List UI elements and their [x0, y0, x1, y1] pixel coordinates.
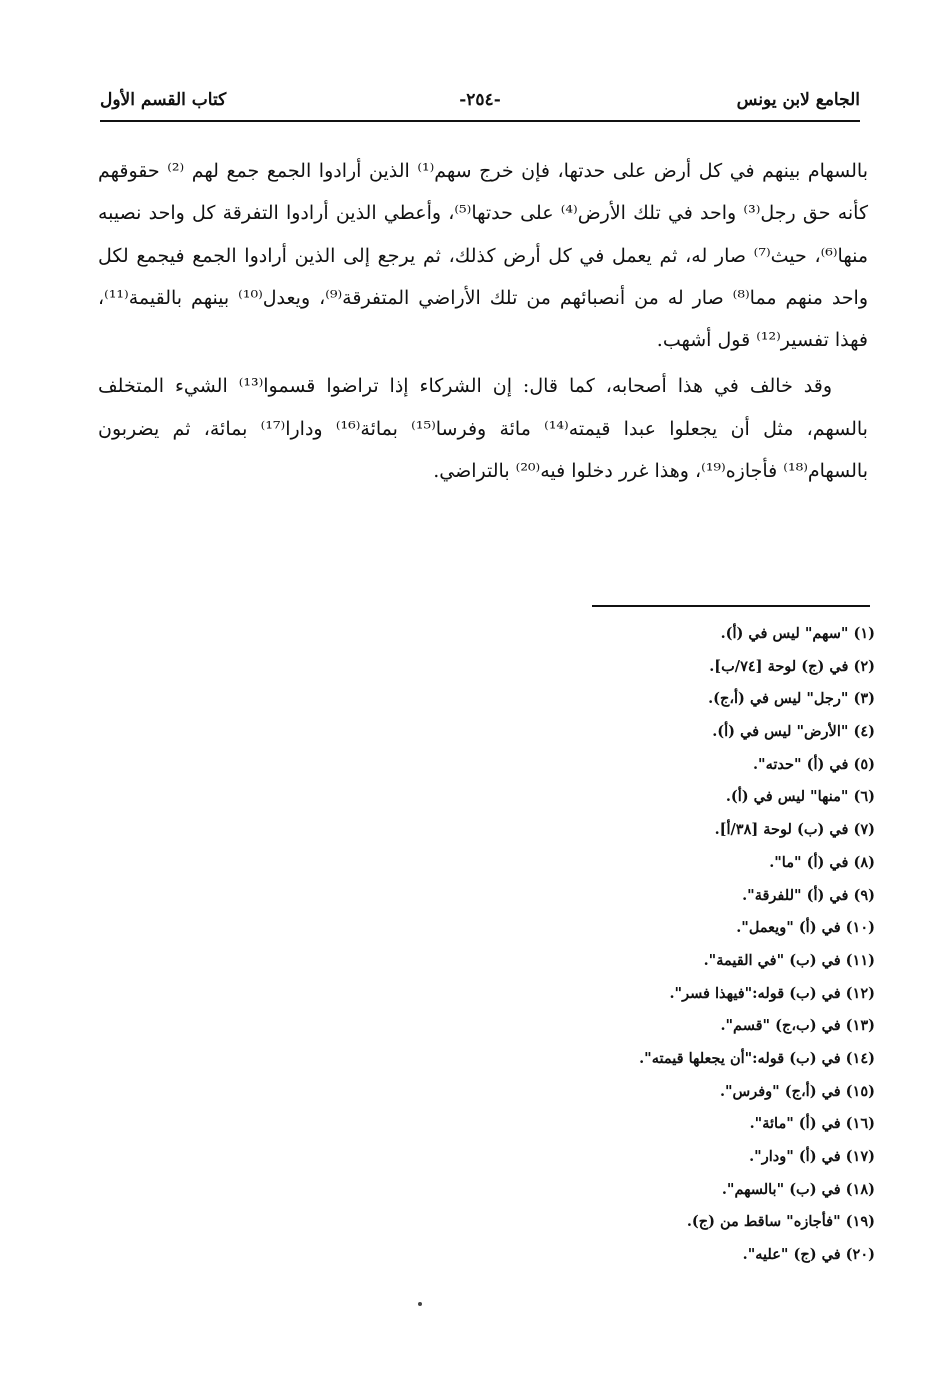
header-rule	[100, 120, 860, 122]
footnote-item: (٢٠) في (ج) "عليه".	[742, 1246, 875, 1264]
footnote-item: (١) "سهم" ليس في (أ).	[720, 625, 875, 642]
footnote-item: (٤) "الأرض" ليس في (أ).	[712, 723, 875, 741]
footnote-item: (١٠) في (أ) "ويعمل".	[736, 919, 875, 937]
footnote-item: (١٤) في (ب) قوله:"أن يجعلها قيمته".	[639, 1049, 875, 1067]
footnote-item: (١٨) في (ب) "بالسهم".	[721, 1180, 875, 1198]
header-book-title: الجامع لابن يونس	[736, 90, 860, 110]
footnote-item: (٦) "منها" ليس في (أ).	[725, 788, 875, 806]
footnote-item: (٥) في (أ) "حدته".	[753, 755, 875, 773]
scan-speck	[418, 1302, 422, 1306]
footnote-item: (١٦) في (أ) "مائة".	[749, 1115, 875, 1133]
footnote-item: (١٧) في (أ) "ودار".	[749, 1148, 875, 1165]
footnote-item: (٩) في (أ) "للفرقة".	[742, 886, 875, 904]
footnote-item: (١٢) في (ب) قوله:"فيهذا فسر".	[669, 984, 875, 1002]
running-header	[100, 90, 860, 120]
footnote-item: (١١) في (ب) "في القيمة".	[703, 951, 875, 969]
footnote-item: (٨) في (أ) "ما".	[769, 853, 875, 871]
footnote-item: (٣) "رجل" ليس في (أ،ج).	[708, 690, 875, 708]
footnote-item: (١٣) في (ب،ج) "قسم".	[720, 1017, 875, 1035]
footnote-item: (٢) في (ج) لوحة [٧٤/ب].	[709, 657, 875, 675]
page-number: -٢٥٤-	[459, 90, 501, 110]
footnote-item: (١٥) في (أ،ج) "وفرس".	[719, 1082, 875, 1100]
footnote-item: (١٩) "فأجازه" ساقط من (ج).	[686, 1213, 875, 1231]
footnote-item: (٧) في (ب) لوحة [٣٨/أ].	[714, 821, 875, 839]
main-text	[98, 150, 868, 492]
footnote-list	[315, 618, 875, 1272]
header-section-title: كتاب القسم الأول	[100, 90, 227, 110]
paragraph-2: وقد خالف في هذا أصحابه، كما قال: إن الشركاء إذا تراضوا قسموا⁽¹³⁾ الشيء المتخلف بالسهم، مثل أن يجعلوا عبدا قيمته⁽¹⁴⁾ مائة وفرسا⁽¹⁵⁾ بمائة⁽¹⁶⁾ ودارا⁽¹⁷⁾ بمائة، ثم يضربون بالسهام⁽¹⁸⁾ فأجازه⁽¹⁹⁾، وهذا غرر دخلوا فيه⁽²⁰⁾ بالتراضي.	[98, 375, 868, 483]
footnote-separator	[592, 605, 870, 607]
paragraph-1: بالسهام بينهم في كل أرض على حدتها، فإن خرج سهم⁽¹⁾ الذين أرادوا الجمع جمع لهم ⁽²⁾ حقوقهم كأنه حق رجل⁽³⁾ واحد في تلك الأرض⁽⁴⁾ على حدتها⁽⁵⁾، وأعطي الذين أرادوا التفرقة كل واحد نصيبه منها⁽⁶⁾، حيث⁽⁷⁾ صار له، ثم يعمل في كل أرض كذلك، ثم يرجع إلى الذين أرادوا الجمع فيجمع لكل واحد منهم مما⁽⁸⁾ صار له من أنصبائهم من تلك الأراضي المتفرقة⁽⁹⁾، ويعدل⁽¹⁰⁾ بينهم بالقيمة⁽¹¹⁾، فهذا تفسير⁽¹²⁾ قول أشهب.	[98, 160, 869, 352]
